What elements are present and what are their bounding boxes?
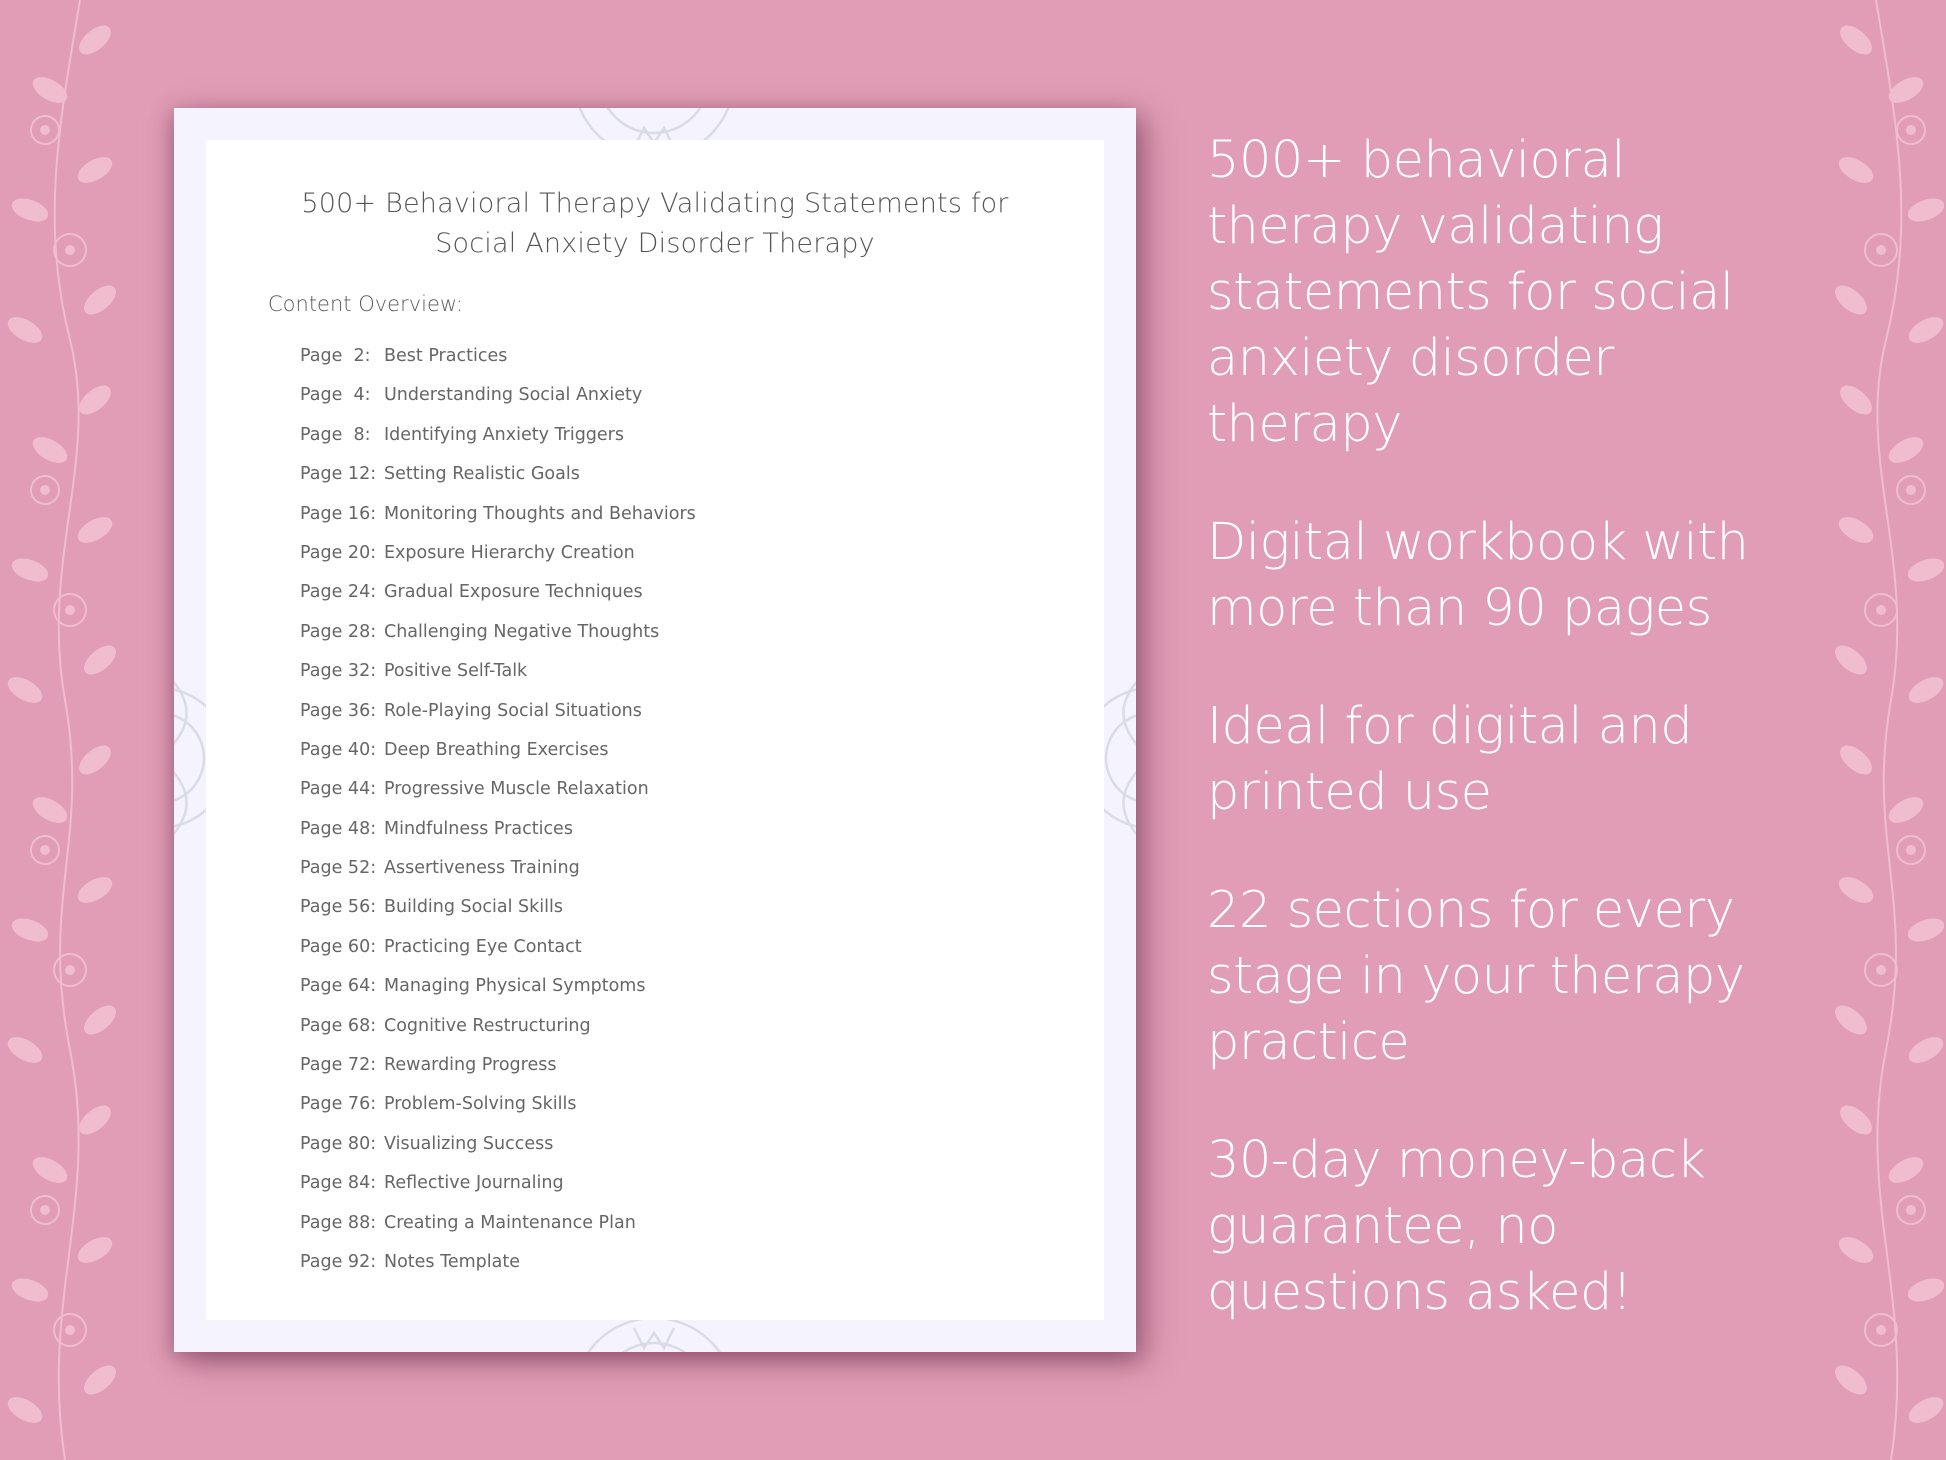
toc-item xyxy=(300,935,696,974)
toc-section-title: Notes Template xyxy=(384,1251,520,1272)
toc-section-title: Problem-Solving Skills xyxy=(384,1094,577,1115)
toc-section-title: Deep Breathing Exercises xyxy=(384,739,609,760)
toc-item xyxy=(300,462,696,501)
toc-page-number: Page 92: xyxy=(300,1251,377,1272)
feature-line: statements for social xyxy=(1207,263,1734,322)
toc-section-title: Visualizing Success xyxy=(384,1133,554,1154)
feature-line: printed use xyxy=(1207,763,1492,822)
feature-line: stage in your therapy xyxy=(1207,947,1745,1006)
feature-guarantee xyxy=(1207,1128,1907,1326)
toc-page-number: Page 84: xyxy=(300,1173,377,1194)
toc-item xyxy=(300,1092,696,1131)
toc-page-number: Page 16: xyxy=(300,503,377,524)
content-overview-heading: Content Overview: xyxy=(268,292,463,316)
toc-page-number: Page 88: xyxy=(300,1212,377,1233)
toc-item xyxy=(300,423,696,462)
toc-page-number: Page 36: xyxy=(300,700,377,721)
toc-page-number: Page 76: xyxy=(300,1094,377,1115)
toc-section-title: Rewarding Progress xyxy=(384,1055,557,1076)
toc-section-title: Gradual Exposure Techniques xyxy=(384,582,643,603)
toc-section-title: Challenging Negative Thoughts xyxy=(384,621,660,642)
toc-section-title: Cognitive Restructuring xyxy=(384,1015,591,1036)
toc-page-number: Page 64: xyxy=(300,976,377,997)
toc-page-number: Page 48: xyxy=(300,818,377,839)
toc-page-number: Page 28: xyxy=(300,621,377,642)
toc-page-number: Page 68: xyxy=(300,1015,377,1036)
feature-line: Digital workbook with xyxy=(1207,513,1749,572)
feature-line: anxiety disorder xyxy=(1207,329,1614,388)
toc-item xyxy=(300,1250,696,1289)
feature-list xyxy=(1207,128,1907,1378)
toc-section-title: Monitoring Thoughts and Behaviors xyxy=(384,503,696,524)
toc-section-title: Managing Physical Symptoms xyxy=(384,976,646,997)
feature-sections xyxy=(1207,878,1907,1076)
toc-item xyxy=(300,1014,696,1053)
floral-vine-left-decoration xyxy=(0,0,170,1460)
table-of-contents xyxy=(300,344,696,1289)
toc-page-number: Page 72: xyxy=(300,1055,377,1076)
toc-page-number: Page 56: xyxy=(300,897,377,918)
toc-item xyxy=(300,502,696,541)
toc-item xyxy=(300,856,696,895)
toc-section-title: Role-Playing Social Situations xyxy=(384,700,642,721)
feature-line: practice xyxy=(1207,1013,1410,1072)
feature-line: 500+ behavioral xyxy=(1207,131,1626,190)
toc-section-title: Reflective Journaling xyxy=(384,1173,564,1194)
toc-item xyxy=(300,738,696,777)
toc-item xyxy=(300,817,696,856)
toc-item xyxy=(300,659,696,698)
toc-page-number: Page 40: xyxy=(300,739,377,760)
feature-usage xyxy=(1207,694,1907,826)
toc-item xyxy=(300,1211,696,1250)
document-title xyxy=(206,184,1104,264)
toc-item xyxy=(300,699,696,738)
feature-line: therapy validating xyxy=(1207,197,1664,256)
toc-section-title: Setting Realistic Goals xyxy=(384,464,580,485)
toc-page-number: Page 32: xyxy=(300,661,377,682)
toc-item xyxy=(300,541,696,580)
toc-section-title: Practicing Eye Contact xyxy=(384,936,582,957)
toc-page-number: Page 44: xyxy=(300,779,377,800)
feature-statement-count xyxy=(1207,128,1907,458)
toc-page-number: Page 8: xyxy=(300,424,371,445)
toc-item xyxy=(300,1171,696,1210)
toc-page-number: Page 24: xyxy=(300,582,377,603)
toc-item xyxy=(300,1053,696,1092)
toc-section-title: Understanding Social Anxiety xyxy=(384,385,643,406)
toc-item xyxy=(300,974,696,1013)
toc-item xyxy=(300,383,696,422)
toc-page-number: Page 20: xyxy=(300,542,377,563)
document-title-line-1: 500+ Behavioral Therapy Validating Statements for xyxy=(301,188,1009,219)
toc-page-number: Page 52: xyxy=(300,858,377,879)
toc-item xyxy=(300,620,696,659)
toc-item xyxy=(300,344,696,383)
toc-page-number: Page 4: xyxy=(300,385,371,406)
feature-line: questions asked! xyxy=(1207,1263,1632,1322)
feature-line: therapy xyxy=(1207,395,1402,454)
feature-line: Ideal for digital and xyxy=(1207,697,1693,756)
toc-section-title: Best Practices xyxy=(384,346,508,366)
toc-page-number: Page 80: xyxy=(300,1133,377,1154)
toc-item xyxy=(300,580,696,619)
feature-page-count xyxy=(1207,510,1907,642)
toc-page-number: Page 2: xyxy=(300,346,371,366)
document-page-content xyxy=(206,140,1104,1320)
toc-item xyxy=(300,1132,696,1171)
toc-section-title: Identifying Anxiety Triggers xyxy=(384,424,624,445)
feature-line: 22 sections for every xyxy=(1207,881,1735,940)
toc-section-title: Exposure Hierarchy Creation xyxy=(384,542,635,563)
toc-section-title: Assertiveness Training xyxy=(384,858,580,879)
toc-section-title: Building Social Skills xyxy=(384,897,563,918)
toc-item xyxy=(300,777,696,816)
feature-line: 30-day money-back xyxy=(1207,1131,1706,1190)
document-title-line-2: Social Anxiety Disorder Therapy xyxy=(435,228,875,259)
toc-section-title: Creating a Maintenance Plan xyxy=(384,1212,636,1233)
toc-section-title: Progressive Muscle Relaxation xyxy=(384,779,649,800)
document-page-preview xyxy=(174,108,1136,1352)
toc-section-title: Mindfulness Practices xyxy=(384,818,573,839)
toc-page-number: Page 60: xyxy=(300,936,377,957)
feature-line: guarantee, no xyxy=(1207,1197,1558,1256)
toc-page-number: Page 12: xyxy=(300,464,377,485)
feature-line: more than 90 pages xyxy=(1207,579,1712,638)
toc-section-title: Positive Self-Talk xyxy=(384,661,528,682)
toc-item xyxy=(300,895,696,934)
